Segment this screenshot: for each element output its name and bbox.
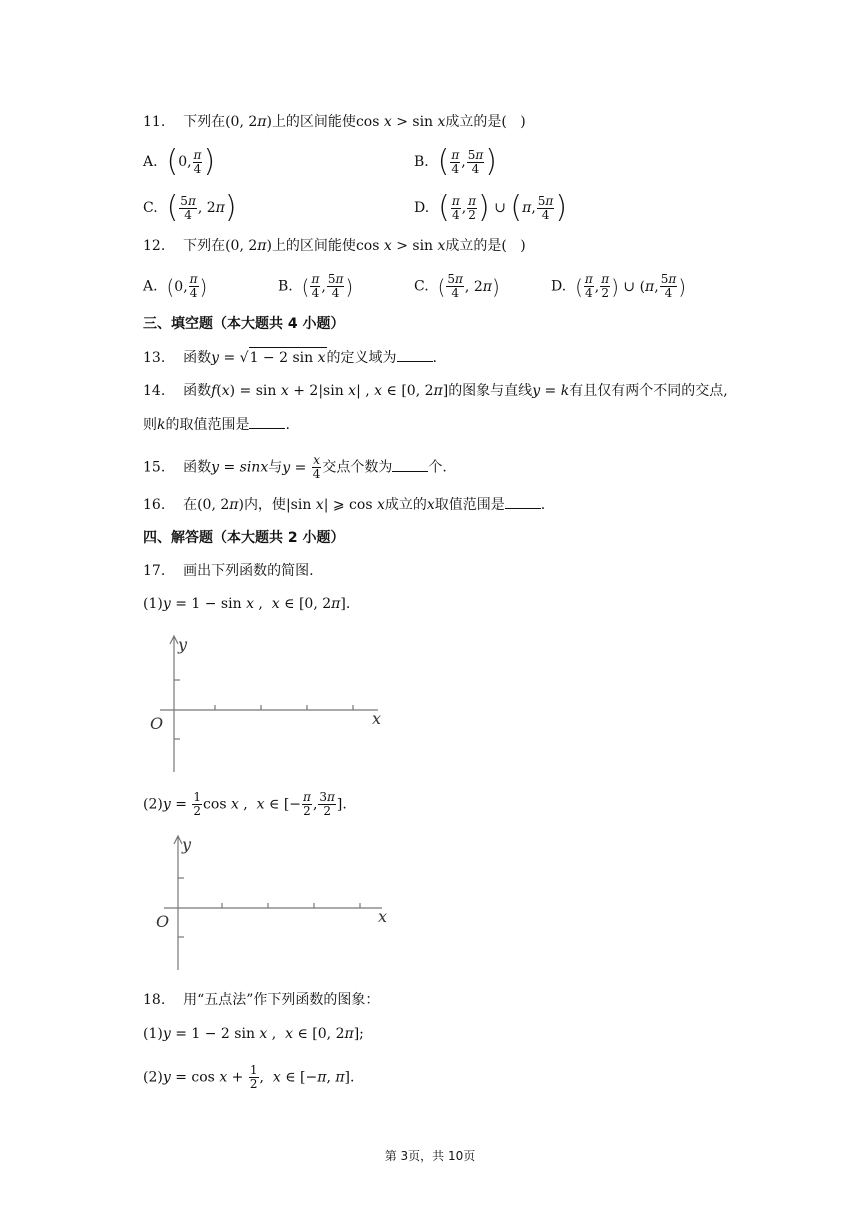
q13 [143, 347, 437, 368]
x-axis-label: x [372, 709, 382, 728]
q11-option-c[interactable] [143, 190, 237, 225]
option-math: ( $\frac{\pi}{4}$ , $\frac{\pi}{2}$ ) ∪ (π, $\frac{5\pi}{4}$ ) [438, 190, 568, 225]
q11-stem [143, 112, 526, 132]
q11-close: ) [520, 114, 526, 130]
q18-stem-text: 用“五点法”作下列函数的图象： [183, 992, 380, 1008]
q18-part2: (2)y = cos x + $\frac{1}{2}$ , x ∈ [−π, π]. [143, 1063, 355, 1091]
q11-interval: (0, 2π) [225, 114, 272, 130]
q11-stem-mid: 上的区间能使 [271, 114, 356, 130]
q14-blank[interactable] [249, 414, 285, 429]
q12-option-c[interactable] [414, 273, 500, 300]
option-letter: D. [551, 278, 567, 295]
q16-pre: 在 [183, 497, 198, 513]
q13-end: . [432, 350, 437, 366]
option-letter: C. [414, 278, 429, 295]
q12-stem-mid: 上的区间能使 [271, 238, 356, 254]
q15-f1: y = sinx [211, 459, 269, 476]
q13-pre: 函数 [183, 350, 212, 366]
option-letter: B. [414, 154, 429, 170]
q14-formula: f(x) = sin x + 2|sin x| [211, 383, 361, 399]
option-letter: A. [143, 154, 158, 170]
q16-blank[interactable] [505, 494, 541, 509]
origin-label: O [156, 912, 170, 931]
q16-mid: 内，使 [243, 497, 286, 513]
q12-inequality: cos x > sin x [355, 238, 446, 254]
q16-inequality: |sin x| ⩾ cos x [285, 497, 385, 513]
q12-interval: (0, 2π) [225, 238, 272, 254]
page-footer: 第 3页，共 10页 [384, 1149, 476, 1163]
q18-part1: (1)y = 1 − 2 sin x , x ∈ [0, 2π]; [143, 1026, 364, 1042]
q12-option-d[interactable] [551, 273, 686, 300]
option-letter: D. [414, 200, 430, 216]
q12-option-a[interactable] [143, 273, 207, 300]
q15-f2: y = $\frac{x}{4}$ [282, 453, 321, 481]
q14-line2 [143, 414, 290, 435]
x-axis-label: x [378, 907, 388, 926]
q13-post: 的定义域为 [326, 350, 397, 366]
q13-number: 13. [143, 350, 166, 366]
q17-axes-1 [140, 632, 400, 772]
q14-line1: 14. 函数f(x) = sin x + 2|sin x| , x ∈ [0, 2π]的图象与直线y = k有且仅有两个不同的交点, [143, 383, 728, 399]
section-4-heading: 四、解答题（本大题共 2 小题） [143, 530, 345, 546]
q18-number: 18. [143, 992, 166, 1008]
option-math: ( $\frac{5\pi}{4}$ , 2π) [437, 272, 500, 300]
q16-number: 16. [143, 497, 166, 513]
q11-stem-pre: 下列在 [183, 114, 226, 130]
q13-formula: y = √1 − 2 sin x [211, 350, 326, 366]
q16-interval: (0, 2π) [197, 497, 244, 513]
section-3-heading: 三、填空题（本大题共 4 小题） [143, 316, 345, 332]
q12-option-b[interactable] [278, 273, 353, 300]
y-axis-label: y [182, 835, 192, 854]
q16-var: x [426, 497, 435, 513]
q15-blank[interactable] [392, 457, 428, 472]
q15-pre: 函数 [183, 459, 212, 476]
q12-close: ) [520, 238, 526, 254]
q14-post: 有且仅有两个不同的交点, [569, 383, 728, 399]
q11-stem-post: 成立的是( [445, 114, 507, 130]
option-letter: A. [143, 278, 158, 295]
q16-post2: 取值范围是 [434, 497, 505, 513]
y-axis-label: y [178, 635, 188, 654]
q17-axes-2 [144, 832, 404, 972]
q17-part2: (2)y = $\frac{1}{2}$ cos x , x ∈ [− $\frac{\pi}{2}$ , $\frac{3\pi}{2}$ ]. [143, 790, 347, 818]
q18-stem [143, 990, 379, 1010]
q14-line2-pre: 则 [143, 417, 157, 433]
q16-post: 成立的 [384, 497, 427, 513]
q17-number: 17. [143, 563, 166, 579]
q15-number: 15. [143, 459, 166, 476]
q17-stem [143, 561, 314, 581]
q12-stem [143, 236, 526, 256]
q14-end: . [285, 417, 290, 433]
q14-domain: x ∈ [0, 2π] [374, 383, 449, 399]
q16 [143, 494, 545, 515]
option-letter: C. [143, 200, 158, 216]
q15-mid: 与 [268, 459, 283, 476]
q14-line2-post: 的取值范围是 [165, 417, 250, 433]
option-math: ( $\frac{\pi}{4}$ , $\frac{\pi}{2}$ ) ∪ (π, $\frac{5\pi}{4}$ ) [575, 272, 687, 300]
option-letter: B. [278, 278, 293, 295]
option-math: (0, $\frac{\pi}{4}$ ) [166, 272, 208, 300]
q17-part1: (1)y = 1 − sin x , x ∈ [0, 2π]. [143, 596, 351, 612]
q12-stem-post: 成立的是( [445, 238, 507, 254]
q15 [143, 454, 447, 481]
q14-line: y = k [532, 383, 570, 399]
option-math: ( $\frac{\pi}{4}$ , $\frac{5\pi}{4}$ ) [301, 272, 354, 300]
q11-inequality: cos x > sin x [355, 114, 446, 130]
q12-number: 12. [143, 238, 166, 254]
q14-mid: 的图象与直线 [448, 383, 533, 399]
q17-stem-text: 画出下列函数的简图. [183, 563, 314, 579]
q11-number: 11. [143, 114, 166, 130]
option-math: (0, $\frac{\pi}{4}$ ) [166, 144, 216, 179]
origin-label: O [150, 714, 164, 733]
q11-option-a[interactable] [143, 144, 216, 179]
q15-end: 个. [428, 459, 447, 476]
q13-blank[interactable] [397, 347, 433, 362]
q14-number: 14. [143, 383, 166, 399]
option-math: ( $\frac{5\pi}{4}$ , 2π) [166, 190, 237, 225]
q14-k: k [157, 417, 166, 433]
q12-stem-pre: 下列在 [183, 238, 226, 254]
q14-pre: 函数 [183, 383, 212, 399]
q15-post: 交点个数为 [322, 459, 393, 476]
option-math: ( $\frac{\pi}{4}$ , $\frac{5\pi}{4}$ ) [437, 144, 497, 179]
q11-option-b[interactable] [414, 144, 497, 179]
q16-end: . [540, 497, 546, 513]
q11-option-d[interactable] [414, 190, 568, 225]
